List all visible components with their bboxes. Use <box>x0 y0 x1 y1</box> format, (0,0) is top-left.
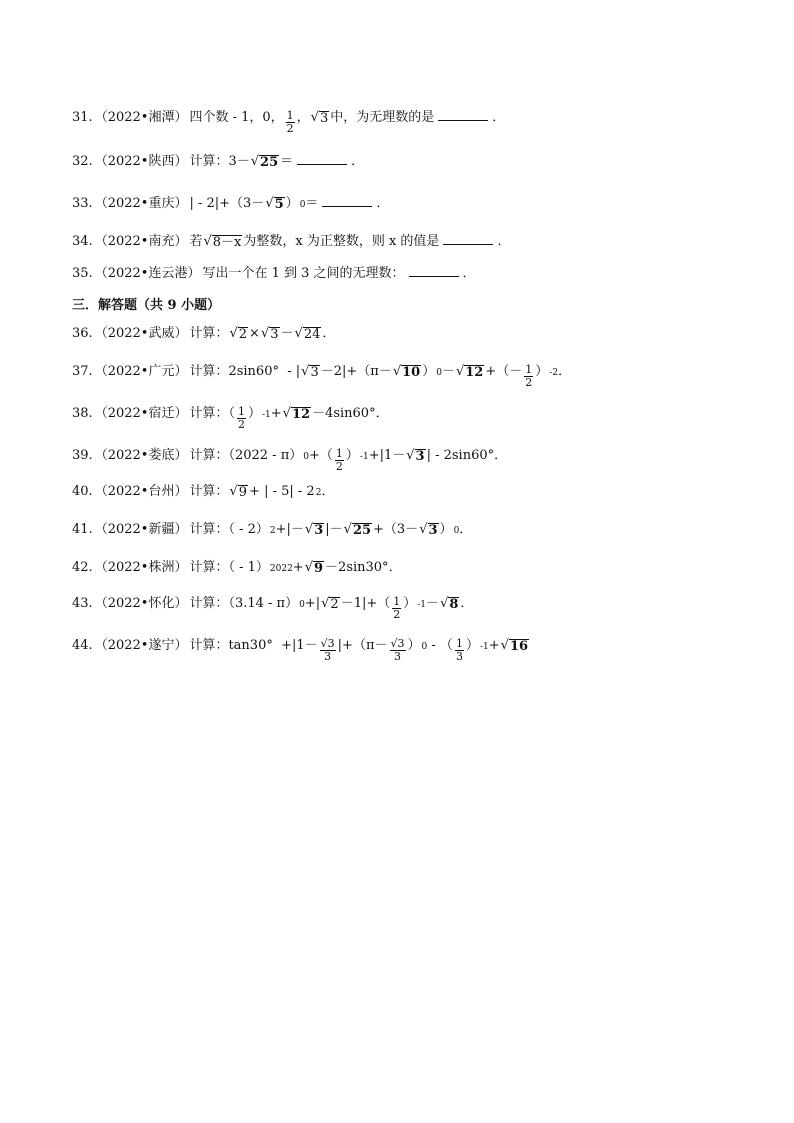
sqrt-expression: √ 3 <box>406 448 425 464</box>
sqrt-expression: √ 24 <box>294 326 321 342</box>
problem-43: 43. （2022•怀化） 计算：（3.14 - π） 0 +| √ 2 －1|+（ $\frac{1}{2}$ ） -1 － √ 8 ． <box>72 595 474 621</box>
problem-number: 41. <box>72 522 93 537</box>
problem-40: 40. （2022•台州） 计算： √ 9 + | - 5| - 2 2 ． <box>72 484 335 500</box>
problem-37: 37. （2022•广元） 计算：2sin60° - | √ 3 －2|+（π－ √ 10 ） 0 － √ 12 +（－ $\frac{1}{2}$ ） -2 ． <box>72 363 572 389</box>
answer-blank[interactable] <box>409 264 459 277</box>
problem-36: 36. （2022•武威） 计算： √ 2 × √ 3 － √ 24 ． <box>72 326 336 342</box>
sqrt-expression: √ 3 <box>260 326 279 342</box>
sqrt-expression: √ 2 <box>321 596 339 612</box>
fraction: $\frac{1}{2}$ <box>237 405 245 431</box>
sqrt-expression: √ 25 <box>250 154 279 170</box>
problem-number: 36. <box>72 326 93 341</box>
problem-39: 39. （2022•娄底） 计算：（2022 - π） 0 +（ $\frac{1}{2}$ ） -1 +|1－ √ 3 | - 2sin60° ． <box>72 447 508 473</box>
sqrt-expression: √ 10 <box>392 364 421 380</box>
problem-number: 43. <box>72 596 93 611</box>
sqrt-expression: √ 16 <box>500 638 529 654</box>
problem-number: 42. <box>72 560 93 575</box>
problem-41: 41. （2022•新疆） 计算：（ - 2） 2 +|－ √ 3 |－ √ 25 +（3－ √ 3 ） 0 ． <box>72 522 473 538</box>
problem-38: 38. （2022•宿迁） 计算：（ $\frac{1}{2}$ ） -1 + √ 12 －4sin60° ． <box>72 405 389 431</box>
problem-number: 37. <box>72 364 93 379</box>
problem-source: （2022•南充） <box>94 234 188 249</box>
problem-source: （2022•台州） <box>94 484 188 499</box>
sqrt-expression: √ 8 <box>440 596 459 612</box>
problem-source: （2022•怀化） <box>94 596 188 611</box>
answer-blank[interactable] <box>443 232 493 245</box>
fraction: $\frac{1}{2}$ <box>393 595 401 621</box>
problem-source: （2022•连云港） <box>94 266 201 281</box>
answer-blank[interactable] <box>322 194 372 207</box>
sqrt-expression: √ 5 <box>265 196 284 212</box>
problem-44: 44. （2022•遂宁） 计算：tan30° +|1－ $\frac{√3}{3}$ |+（π－ $\frac{√3}{3}$ ） 0 - （ $\frac{1}{3}$ ） -1 + √ 16 <box>72 637 529 663</box>
problem-35: 35. （2022•连云港） 写出一个在 1 到 3 之间的无理数： ． <box>72 266 476 281</box>
fraction: $\frac{√3}{3}$ <box>320 637 335 663</box>
problem-number: 44. <box>72 638 93 653</box>
sqrt-expression: √ 9 <box>304 560 324 576</box>
section-title: 三．解答题（共 9 小题） <box>72 298 221 313</box>
sqrt-expression: √ 8－x <box>203 234 242 250</box>
problem-source: （2022•娄底） <box>94 448 188 463</box>
problem-number: 31. <box>72 110 93 125</box>
sqrt-expression: √ 12 <box>455 364 484 380</box>
problem-text: 四个数 - 1，0， <box>189 110 284 125</box>
problem-source: （2022•宿迁） <box>94 406 188 421</box>
sqrt-expression: √ 9 <box>229 484 248 500</box>
problem-32: 32. （2022•陕西） 计算：3 － √ 25 ＝ ． <box>72 154 365 170</box>
problem-source: （2022•新疆） <box>94 522 188 537</box>
sqrt-expression: √ 2 <box>229 326 248 342</box>
sqrt-expression: √ 25 <box>343 522 372 538</box>
problem-source: （2022•陕西） <box>94 154 188 169</box>
answer-blank[interactable] <box>297 152 347 165</box>
problem-source: （2022•重庆） <box>94 196 188 211</box>
problem-42: 42. （2022•株洲） 计算：（ - 1） 2022 + √ 9 －2sin30° ． <box>72 560 402 576</box>
fraction: $\frac{1}{3}$ <box>455 637 463 663</box>
problem-number: 39. <box>72 448 93 463</box>
problem-34: 34. （2022•南充） 若 √ 8－x 为整数，x 为正整数，则 x 的值是 ． <box>72 234 511 250</box>
sqrt-expression: √ 3 <box>419 522 438 538</box>
sqrt-expression: √ 3 <box>301 364 319 380</box>
fraction: $\frac{√3}{3}$ <box>390 637 405 663</box>
problem-number: 32. <box>72 154 93 169</box>
problem-number: 33. <box>72 196 93 211</box>
problem-31: 31. （2022•湘潭） 四个数 - 1，0， $\frac{1}{2}$ ， √ 3 中，为无理数的是 ． <box>72 109 506 135</box>
problem-source: （2022•武威） <box>94 326 188 341</box>
sqrt-expression: √ 3 <box>304 522 324 538</box>
problem-number: 40. <box>72 484 93 499</box>
problem-source: （2022•株洲） <box>94 560 188 575</box>
problem-number: 34. <box>72 234 93 249</box>
fraction: $\frac{1}{2}$ <box>525 363 533 389</box>
problem-source: （2022•广元） <box>94 364 188 379</box>
problem-source: （2022•遂宁） <box>94 638 188 653</box>
fraction: $\frac{1}{2}$ <box>335 447 343 473</box>
sqrt-expression: √ 12 <box>282 406 311 422</box>
fraction: $\frac{1}{2}$ <box>286 109 294 135</box>
sqrt-expression: √ 3 <box>310 110 329 126</box>
problem-33: 33. （2022•重庆） | - 2|+（3 － √ 5 ） 0 ＝ ． <box>72 196 390 212</box>
problem-source: （2022•湘潭） <box>94 110 188 125</box>
problem-number: 38. <box>72 406 93 421</box>
answer-blank[interactable] <box>438 108 488 121</box>
problem-number: 35. <box>72 266 93 281</box>
